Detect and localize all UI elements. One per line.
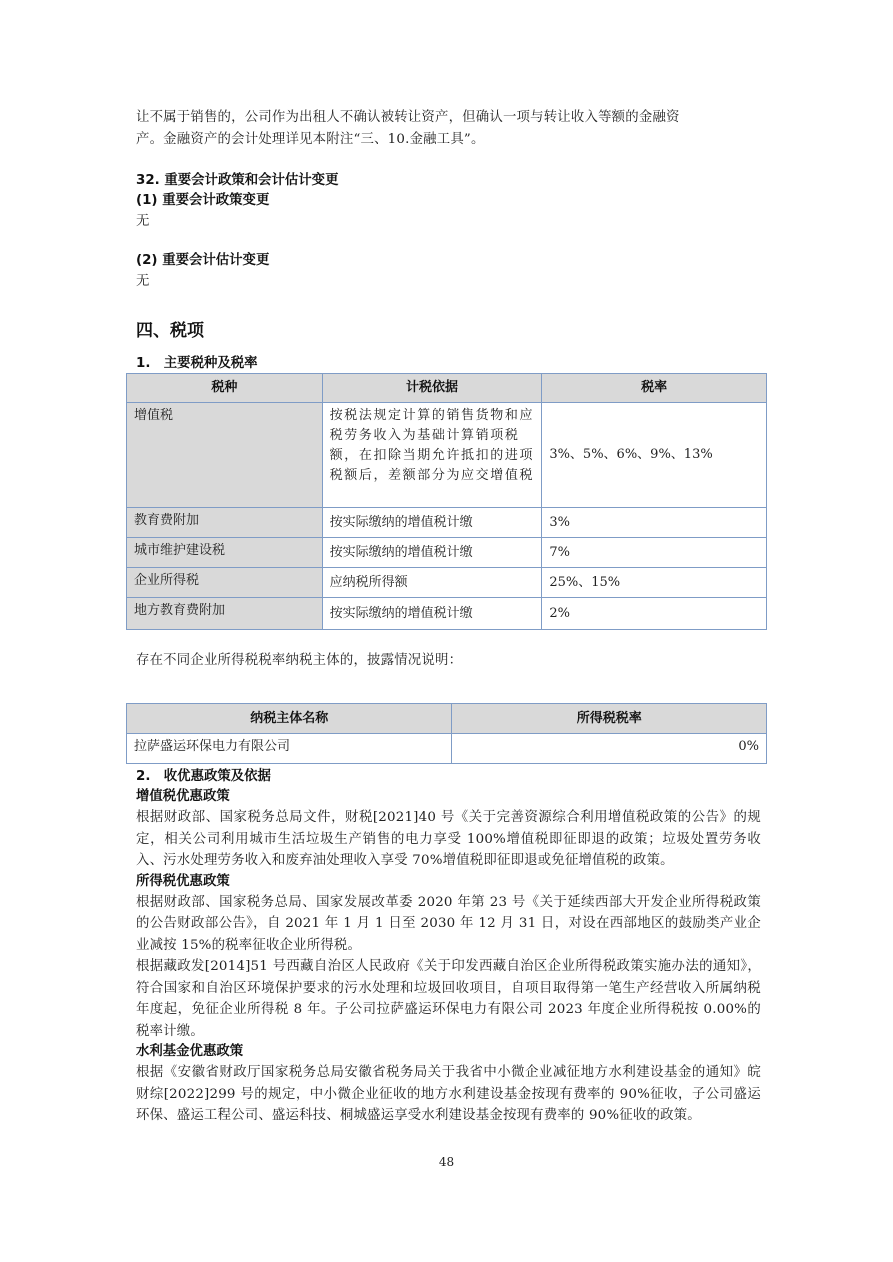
- table-row: [127, 568, 767, 598]
- header-entity-name: 纳税主体名称: [127, 704, 452, 734]
- header-income-tax-rate: 所得税税率: [452, 704, 767, 734]
- table-header-row: [127, 374, 767, 403]
- cit-policy-body-2: 根据藏政发[2014]51 号西藏自治区人民政府《关于印发西藏自治区企业所得税政策实施办法的通知》，符合国家和自治区环境保护要求的污水处理和垃圾回收项目，自项目取得第一笔生产经营收入所属纳税年度起，免征企业所得税 8 年。子公司拉萨盛运环保电力有限公司 2023 年度企业所得税按 0.00%的税率计缴。: [136, 959, 761, 1039]
- cell-tax-rate: 25%、15%: [542, 568, 767, 598]
- table-row: [127, 538, 767, 568]
- section-32-title: 32. 重要会计政策和会计估计变更: [136, 173, 339, 188]
- cell-tax-basis: 按税法规定计算的销售货物和应税劳务收入为基础计算销项税额，在扣除当期允许抵扣的进项税额后，差额部分为应交增值税: [322, 403, 542, 508]
- cell-tax-rate: 7%: [542, 538, 767, 568]
- table-header-row: [127, 704, 767, 734]
- main-taxes-title: 1. 主要税种及税率: [136, 356, 258, 371]
- table-row: [127, 403, 767, 508]
- cell-tax-type: 企业所得税: [127, 568, 323, 598]
- intro-line-1: 让不属于销售的，公司作为出租人不确认被转让资产，但确认一项与转让收入等额的金融资: [136, 110, 680, 125]
- cell-entity-rate: 0%: [452, 734, 767, 764]
- cell-tax-type: 增值税: [127, 403, 323, 508]
- cit-policy-title: 所得税优惠政策: [136, 873, 230, 889]
- table-row: [127, 508, 767, 538]
- cell-entity-name: 拉萨盛运环保电力有限公司: [127, 734, 452, 764]
- cell-tax-rate: 3%、5%、6%、9%、13%: [542, 403, 767, 508]
- vat-policy-body: 根据财政部、国家税务总局文件，财税[2021]40 号《关于完善资源综合利用增值税政策的公告》的规定，相关公司利用城市生活垃圾生产销售的电力享受 100%增值税即征即退的政策；垃圾处置劳务收入、污水处理劳务收入和废弃油处理收入享受 70%增值税即征即退或免征增值税的政策。: [136, 810, 761, 868]
- cell-tax-basis: 按实际缴纳的增值税计缴: [322, 538, 542, 568]
- cit-policy-body-1: 根据财政部、国家税务总局、国家发展改革委 2020 年第 23 号《关于延续西部大开发企业所得税政策的公告财政部公告》，自 2021 年 1 月 1 日至 2030 年 12 月 31 日，对设在西部地区的鼓励类产业企业减按 15%的税率征收企业所得税。: [136, 894, 761, 953]
- policy-change-title: (1) 重要会计政策变更: [136, 193, 270, 208]
- page-number: 48: [438, 1155, 455, 1169]
- table-row: [127, 598, 767, 630]
- cell-tax-rate: 2%: [542, 598, 767, 630]
- water-fund-policy-title: 水利基金优惠政策: [136, 1044, 244, 1059]
- intro-line-2: 产。金融资产的会计处理详见本附注“三、10.金融工具”。: [136, 132, 485, 147]
- estimate-change-title: (2) 重要会计估计变更: [136, 253, 270, 268]
- vat-policy-title: 增值税优惠政策: [136, 789, 230, 804]
- preferential-policies: [136, 767, 761, 1127]
- cell-tax-type: 地方教育费附加: [127, 598, 323, 630]
- table-row: [127, 734, 767, 764]
- tax-rate-table: [126, 373, 767, 630]
- cell-tax-rate: 3%: [542, 508, 767, 538]
- cell-tax-type: 城市维护建设税: [127, 538, 323, 568]
- preferential-policies-title: 2. 收优惠政策及依据: [136, 769, 271, 784]
- disclosure-note: 存在不同企业所得税税率纳税主体的，披露情况说明：: [136, 653, 463, 668]
- policy-change-body: 无: [136, 214, 150, 229]
- cell-tax-basis: 按实际缴纳的增值税计缴: [322, 598, 542, 630]
- header-tax-basis: 计税依据: [322, 374, 542, 403]
- tax-section-title: 四、税项: [136, 321, 204, 341]
- cell-tax-basis: 按实际缴纳的增值税计缴: [322, 508, 542, 538]
- water-fund-policy-body: 根据《安徽省财政厅国家税务总局安徽省税务局关于我省中小微企业减征地方水利建设基金的通知》皖财综[2022]299 号的规定，中小微企业征收的地方水利建设基金按现有费率的 90%征收，子公司盛运环保、盛运工程公司、盛运科技、桐城盛运享受水利建设基金按现有费率的 90%征收的政策。: [136, 1065, 761, 1123]
- header-tax-type: 税种: [127, 374, 323, 403]
- cell-tax-type: 教育费附加: [127, 508, 323, 538]
- entity-tax-table: [126, 703, 767, 764]
- cell-tax-basis: 应纳税所得额: [322, 568, 542, 598]
- header-tax-rate: 税率: [542, 374, 767, 403]
- estimate-change-body: 无: [136, 274, 150, 289]
